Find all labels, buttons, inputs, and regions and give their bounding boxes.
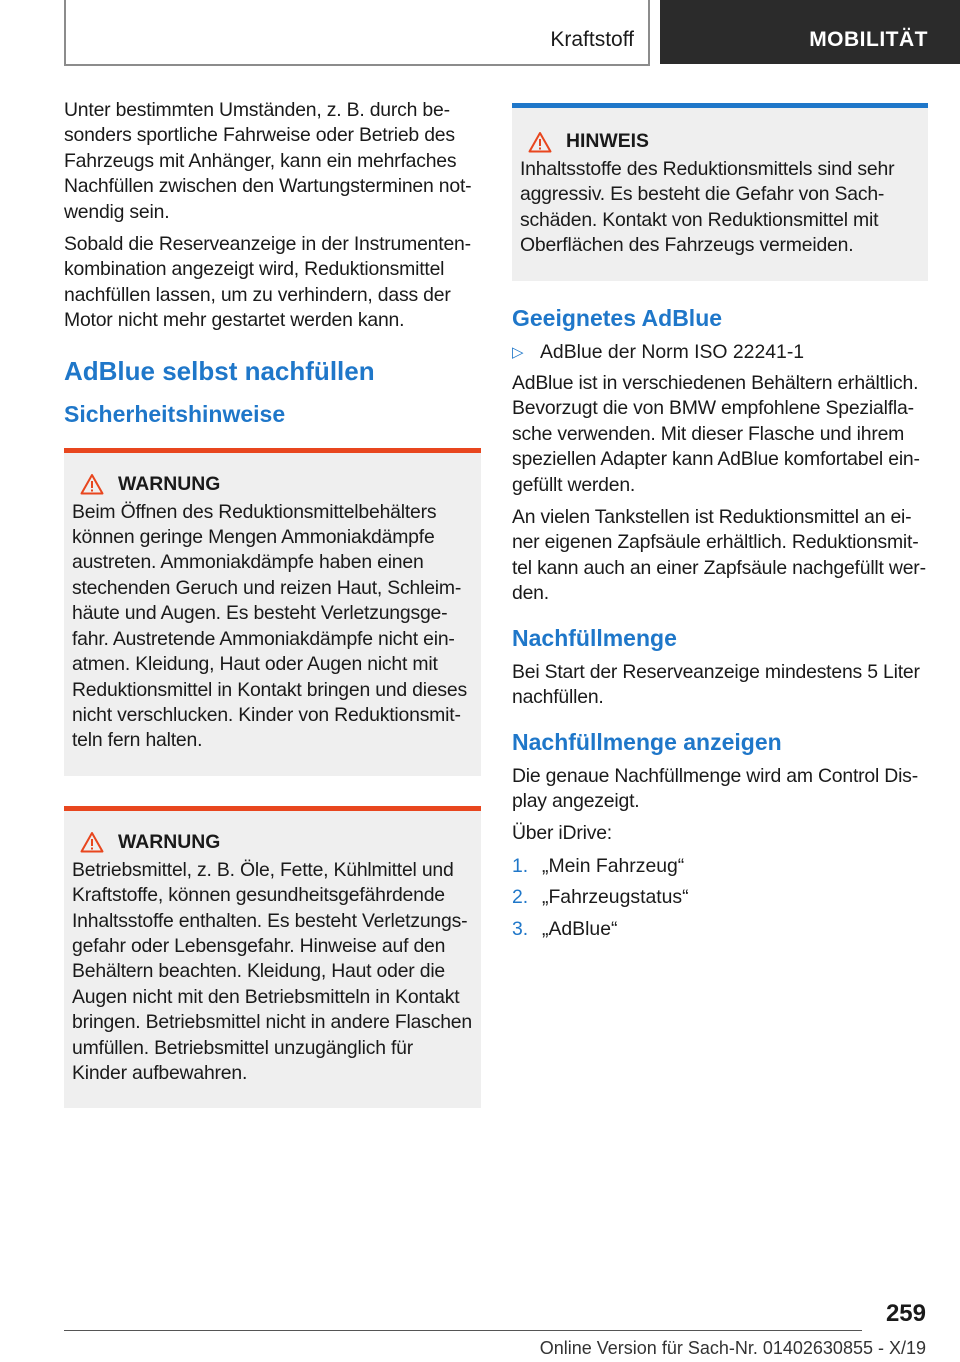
warning-triangle-icon	[80, 473, 104, 495]
amount-paragraph: Bei Start der Reserveanzeige mindestens 5 Liter nachfüllen.	[512, 660, 920, 709]
norm-list	[512, 340, 928, 365]
warning-title-row	[72, 831, 473, 854]
idrive-steps-list	[512, 854, 928, 942]
list-item	[512, 885, 928, 910]
header-section-tab	[64, 0, 650, 66]
list-item	[512, 340, 928, 365]
warning-text-fluids: Betriebsmittel, z. B. Öle, Fette, Kühlmittel und Kraftstoffe, können gesundheitsgefährdende Inhaltsstoffe enthalten. Es besteht Verletzungsgefahr oder Lebensgefahr. Hinweise auf den Behältern beachten. Kleidung, Haut oder die Augen nicht mit den Betriebsmitteln in Kontakt bringen. Betriebsmittel nicht in andere Flaschen umfüllen. Betriebsmittel unzugänglich für Kinder aufbewahren.	[72, 858, 472, 1084]
warning-title: WARNUNG	[118, 472, 221, 495]
warning-box-fluids	[64, 806, 481, 1109]
step-text: „Fahrzeugstatus“	[542, 886, 689, 909]
intro-paragraph-2: Sobald die Reserveanzeige in der Instrumentenkombination angezeigt wird, Reduktionsmittel nachfüllen lassen, um zu verhindern, dass der Motor nicht mehr gestartet werden kann.	[64, 233, 472, 332]
list-item	[512, 917, 928, 942]
step-text: „AdBlue“	[542, 917, 618, 940]
warning-title: WARNUNG	[118, 830, 221, 853]
left-column	[64, 98, 481, 1108]
show-paragraph: Die genaue Nachfüllmenge wird am Control Display angezeigt.	[512, 764, 919, 812]
step-number: 3.	[512, 917, 529, 940]
heading-safety-notes: Sicherheitshinweise	[64, 400, 286, 427]
notice-title-row	[520, 130, 920, 153]
notice-triangle-icon	[528, 131, 552, 153]
warning-triangle-icon	[80, 831, 104, 853]
warning-box-ammonia	[64, 448, 481, 776]
step-text: „Mein Fahrzeug“	[542, 854, 685, 877]
header-chapter-label: MOBILITÄT	[809, 28, 928, 51]
footer-version-text: Online Version für Sach-Nr. 01402630855 - X/19	[539, 1338, 926, 1358]
heading-show-amount: Nachfüllmenge anzeigen	[512, 728, 782, 755]
intro-paragraph-1: Unter bestimmten Umständen, z. B. durch besonders sportliche Fahrweise oder Betrieb des Fahrzeugs mit Anhänger, kann ein mehrfaches Nachfüllen zwischen den Wartungsterminen notwendig sein.	[64, 99, 472, 223]
footer-divider	[64, 1330, 862, 1331]
warning-title-row	[72, 473, 473, 496]
right-column	[512, 103, 928, 948]
via-idrive-label: Über iDrive:	[512, 822, 612, 845]
list-item-text: AdBlue der Norm ISO 22241-1	[540, 340, 805, 363]
list-item	[512, 854, 928, 879]
notice-title: HINWEIS	[566, 130, 649, 152]
triangle-bullet-icon: ▷	[512, 343, 524, 361]
step-number: 1.	[512, 854, 529, 877]
heading-adblue-refill: AdBlue selbst nachfüllen	[64, 355, 375, 386]
suitable-paragraph-2: An vielen Tankstellen ist Reduktionsmittel an einer eigenen Zapfsäule erhältlich. Reduktionsmittel kann auch an einer Zapfsäule nachgefüllt werden.	[512, 506, 927, 605]
heading-refill-amount: Nachfüllmenge	[512, 624, 677, 651]
notice-box	[512, 103, 928, 281]
warning-text-ammonia: Beim Öffnen des Reduktionsmittelbehälters können geringe Mengen Ammoniakdämpfe austreten. Ammoniakdämpfe haben einen stechenden Geruch und reizen Haut, Schleimhäute und Augen. Es besteht Verletzungsgefahr. Austretende Ammoniakdämpfe nicht einatmen. Kleidung, Haut oder Augen nicht mit Reduktionsmittel in Kontakt bringen und dieses nicht verschlucken. Kinder von Reduktionsmitteln fern halten.	[72, 500, 468, 752]
page-number: 259	[885, 1300, 926, 1327]
heading-suitable-adblue: Geeignetes AdBlue	[512, 304, 723, 331]
notice-text: Inhaltsstoffe des Reduktionsmittels sind sehr aggressiv. Es besteht die Gefahr von Sachschäden. Kontakt von Reduktionsmittel mit Oberflächen des Fahrzeugs vermeiden.	[520, 158, 895, 257]
step-number: 2.	[512, 886, 529, 909]
suitable-paragraph-1: AdBlue ist in verschiedenen Behältern erhältlich. Bevorzugt die von BMW empfohlene Spezialflasche verwenden. Mit dieser Flasche und ihrem speziellen Adapter kann AdBlue komfortabel eingefüllt werden.	[512, 372, 920, 496]
header-section-label: Kraftstoff	[550, 28, 634, 51]
header-chapter-tab	[660, 0, 960, 64]
